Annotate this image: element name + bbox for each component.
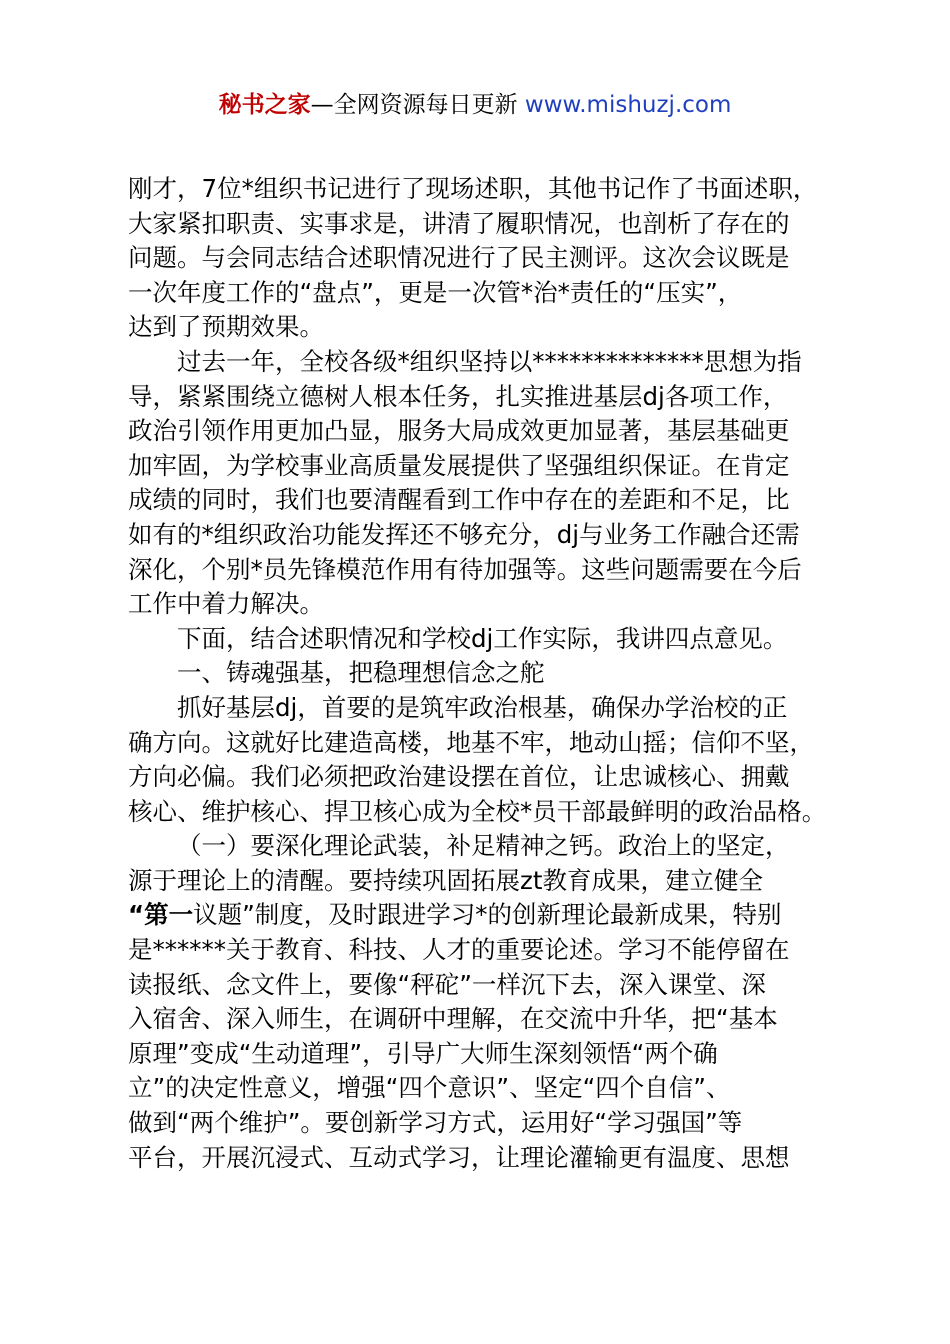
website-link[interactable]: www.mishuzj.com [524, 92, 732, 118]
text-line: 导，紧紧围绕立德树人根本任务，扎实推进基层dj各项工作， [128, 381, 788, 411]
text-line: 平台，开展沉浸式、互动式学习，让理论灌输更有温度、思想 [128, 1142, 790, 1172]
brand-name: 秘书之家 [218, 92, 311, 118]
text-line: 源于理论上的清醒。要持续巩固拓展zt教育成果，建立健全 [128, 865, 763, 895]
text-line: （一）要深化理论武装，补足精神之钙。政治上的坚定， [177, 831, 790, 861]
text-line: 一、铸魂强基，把稳理想信念之舵 [177, 658, 545, 688]
text-line: 过去一年，全校各级*组织坚持以**************思想为指 [177, 346, 802, 376]
line-text: 议题”制度，及时跟进学习*的创新理论最新成果，特别 [193, 900, 782, 930]
header-tagline: —全网资源每日更新 [310, 92, 525, 118]
text-line: 大家紧扣职责、实事求是，讲清了履职情况，也剖析了存在的 [128, 208, 790, 238]
text-line: 加牢固，为学校事业高质量发展提供了坚强组织保证。在肯定 [128, 450, 790, 480]
text-line: 深化，个别*员先锋模范作用有待加强等。这些问题需要在今后 [128, 554, 802, 584]
text-line: 一次年度工作的“盘点”，更是一次管*治*责任的“压实”， [128, 277, 743, 307]
text-line: 达到了预期效果。 [128, 312, 324, 342]
text-line: 入宿舍、深入师生，在调研中理解，在交流中升华，把“基本 [128, 1004, 778, 1034]
text-line: 抓好基层dj，首要的是筑牢政治根基，确保办学治校的正 [177, 692, 788, 722]
text-line: 下面，结合述职情况和学校dj工作实际，我讲四点意见。 [177, 623, 788, 653]
text-line: 成绩的同时，我们也要清醒看到工作中存在的差距和不足，比 [128, 485, 790, 515]
document-body [128, 172, 844, 1175]
text-line: 立”的决定性意义，增强“四个意识”、坚定“四个自信”、 [128, 1073, 731, 1103]
text-line: 原理”变成“生动道理”，引导广大师生深刻领悟“两个确 [128, 1038, 718, 1068]
page-header [0, 88, 950, 122]
text-line: 核心、维护核心、捍卫核心成为全校*员干部最鲜明的政治品格。 [128, 796, 827, 826]
bold-text: “第一 [128, 900, 194, 930]
text-line: 确方向。这就好比建造高楼，地基不牢，地动山摇；信仰不坚， [128, 727, 814, 757]
text-line: 如有的*组织政治功能发挥还不够充分，dj与业务工作融合还需 [128, 519, 800, 549]
text-line: 方向必偏。我们必须把政治建设摆在首位，让忠诚核心、拥戴 [128, 762, 790, 792]
text-line: 问题。与会同志结合述职情况进行了民主测评。这次会议既是 [128, 243, 790, 273]
text-line: 政治引领作用更加凸显，服务大局成效更加显著，基层基础更 [128, 416, 790, 446]
text-line: 做到“两个维护”。要创新学习方式，运用好“学习强国”等 [128, 1108, 743, 1138]
text-line: 工作中着力解决。 [128, 589, 324, 619]
text-line: 刚才，7位*组织书记进行了现场述职，其他书记作了书面述职， [128, 174, 818, 203]
text-line: 读报纸、念文件上，要像“秤砣”一样沉下去，深入课堂、深 [128, 969, 766, 999]
text-line: 是******关于教育、科技、人才的重要论述。学习不能停留在 [128, 935, 790, 965]
text-line [128, 898, 844, 933]
